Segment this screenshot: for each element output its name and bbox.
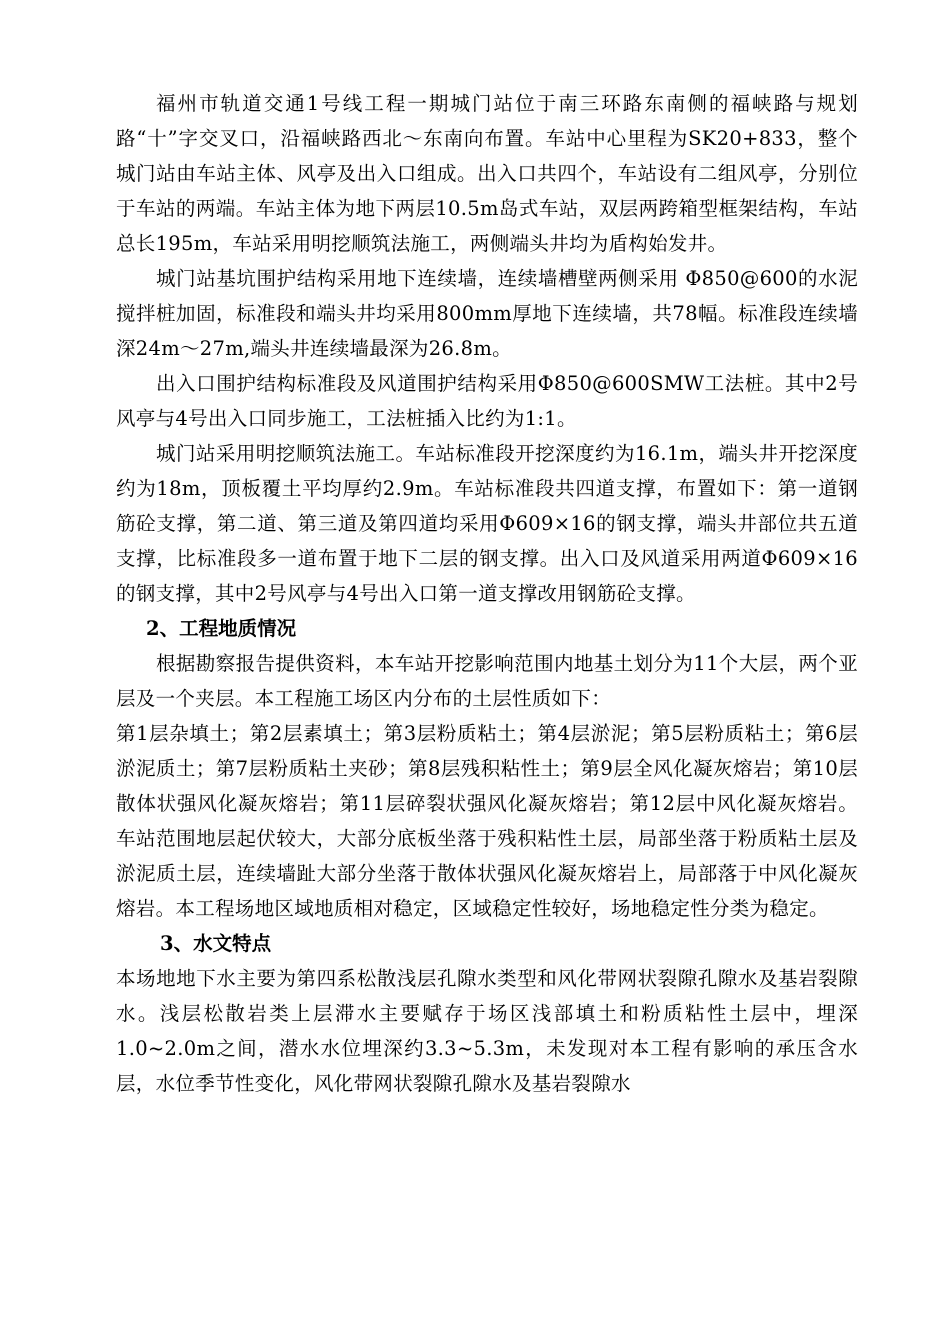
paragraph-groundwater: 本场地地下水主要为第四系松散浅层孔隙水类型和风化带网状裂隙孔隙水及基岩裂隙水。浅层松散岩类上层滞水主要赋存于场区浅部填土和粉质粘性土层中，埋深1.0~2.0m之间，潜水水位埋深约3.3~5.3m，未发现对本工程有影响的承压含水层，水位季节性变化，风化带网状裂隙孔隙水及基岩裂隙水	[116, 967, 858, 1095]
paragraph-soil-layers: 第1层杂填土；第2层素填土；第3层粉质粘土；第4层淤泥；第5层粉质粘土；第6层淤泥质土；第7层粉质粘土夹砂；第8层残积粘性土；第9层全风化凝灰熔岩；第10层散体状强风化凝灰熔岩；第11层碎裂状强风化凝灰熔岩；第12层中风化凝灰熔岩。车站范围地层起伏较大，大部分底板坐落于残积粘性土层，局部坐落于粉质粘土层及淤泥质土层，连续墙趾大部分坐落于散体状强风化凝灰熔岩上，局部落于中风化凝灰熔岩。本工程场地区域地质相对稳定，区域稳定性较好，场地稳定性分类为稳定。	[116, 722, 858, 920]
document-body	[116, 86, 858, 1101]
heading-geology: 2、工程地质情况	[146, 617, 297, 640]
paragraph-station-overview: 福州市轨道交通1号线工程一期城门站位于南三环路东南侧的福峡路与规划路“十”字交叉口，沿福峡路西北～东南向布置。车站中心里程为SK20+833，整个城门站由车站主体、风亭及出入口组成。出入口共四个，车站设有二组风亭，分别位于车站的两端。车站主体为地下两层10.5m岛式车站，双层两跨箱型框架结构，车站总长195m，车站采用明挖顺筑法施工，两侧端头井均为盾构始发井。	[116, 92, 858, 255]
paragraph-retaining-structure: 城门站基坑围护结构采用地下连续墙，连续墙槽壁两侧采用 Φ850@600的水泥搅拌桩加固，标准段和端头井均采用800mm厚地下连续墙，共78幅。标准段连续墙深24m～27m,端头井连续墙最深为26.8m。	[116, 267, 858, 360]
paragraph-entrance-retaining: 出入口围护结构标准段及风道围护结构采用Φ850@600SMW工法桩。其中2号风亭与4号出入口同步施工，工法桩插入比约为1:1。	[116, 372, 858, 430]
heading-hydrology: 3、水文特点	[160, 932, 272, 955]
paragraph-geology-intro: 根据勘察报告提供资料，本车站开挖影响范围内地基土划分为11个大层，两个亚层及一个夹层。本工程施工场区内分布的土层性质如下：	[116, 652, 858, 710]
paragraph-excavation-support: 城门站采用明挖顺筑法施工。车站标准段开挖深度约为16.1m，端头井开挖深度约为18m，顶板覆土平均厚约2.9m。车站标准段共四道支撑，布置如下：第一道钢筋砼支撑，第二道、第三道及第四道均采用Φ609×16的钢支撑，端头井部位共五道支撑，比标准段多一道布置于地下二层的钢支撑。出入口及风道采用两道Φ609×16的钢支撑，其中2号风亭与4号出入口第一道支撑改用钢筋砼支撑。	[116, 442, 858, 605]
